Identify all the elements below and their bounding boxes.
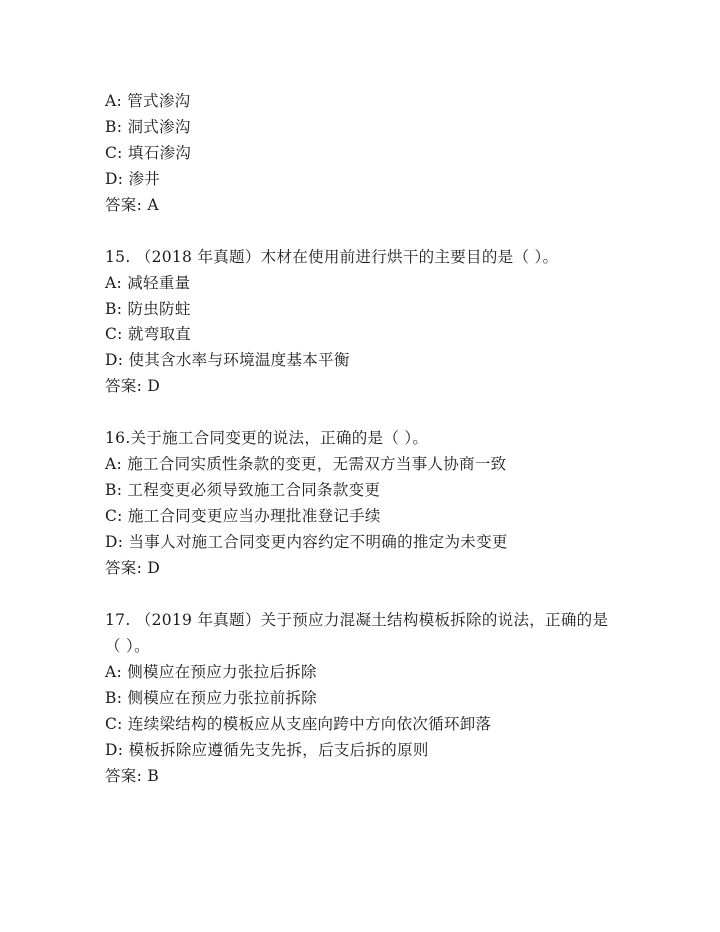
q17-option-a: A: 侧模应在预应力张拉后拆除 xyxy=(105,663,317,681)
q15-option-b: B: 防虫防蛀 xyxy=(105,300,191,318)
q17-option-b: B: 侧模应在预应力张拉前拆除 xyxy=(105,689,318,707)
q17-stem-line-1: 17. （2019 年真题）关于预应力混凝土结构模板拆除的说法，正确的是 xyxy=(105,611,609,629)
q14-answer: 答案: A xyxy=(105,196,159,214)
q17-stem-line-2: （ ）。 xyxy=(105,637,150,655)
q14-option-a: A: 管式渗沟 xyxy=(105,92,191,110)
q15-answer: 答案: D xyxy=(105,377,161,395)
q17-option-c: C: 连续梁结构的模板应从支座向跨中方向依次循环卸落 xyxy=(105,715,492,733)
q16-option-d: D: 当事人对施工合同变更内容约定不明确的推定为未变更 xyxy=(105,533,508,551)
q15-option-d: D: 使其含水率与环境温度基本平衡 xyxy=(105,351,350,369)
q16-stem: 16.关于施工合同变更的说法，正确的是（ ）。 xyxy=(105,429,429,447)
q14-option-b: B: 洞式渗沟 xyxy=(105,118,191,136)
q17-option-d: D: 模板拆除应遵循先支先拆，后支后拆的原则 xyxy=(105,741,429,759)
q14-option-c: C: 填石渗沟 xyxy=(105,144,192,162)
q15-option-a: A: 减轻重量 xyxy=(105,274,191,292)
q17-answer: 答案: B xyxy=(105,767,160,785)
q15-stem: 15. （2018 年真题）木材在使用前进行烘干的主要目的是（ ）。 xyxy=(105,248,559,266)
q16-option-b: B: 工程变更必须导致施工合同条款变更 xyxy=(105,481,381,499)
q15-option-c: C: 就弯取直 xyxy=(105,325,192,343)
q16-option-c: C: 施工合同变更应当办理批准登记手续 xyxy=(105,507,381,525)
q14-option-d: D: 渗井 xyxy=(105,170,161,188)
q16-answer: 答案: D xyxy=(105,559,161,577)
q16-option-a: A: 施工合同实质性条款的变更，无需双方当事人协商一致 xyxy=(105,455,507,473)
